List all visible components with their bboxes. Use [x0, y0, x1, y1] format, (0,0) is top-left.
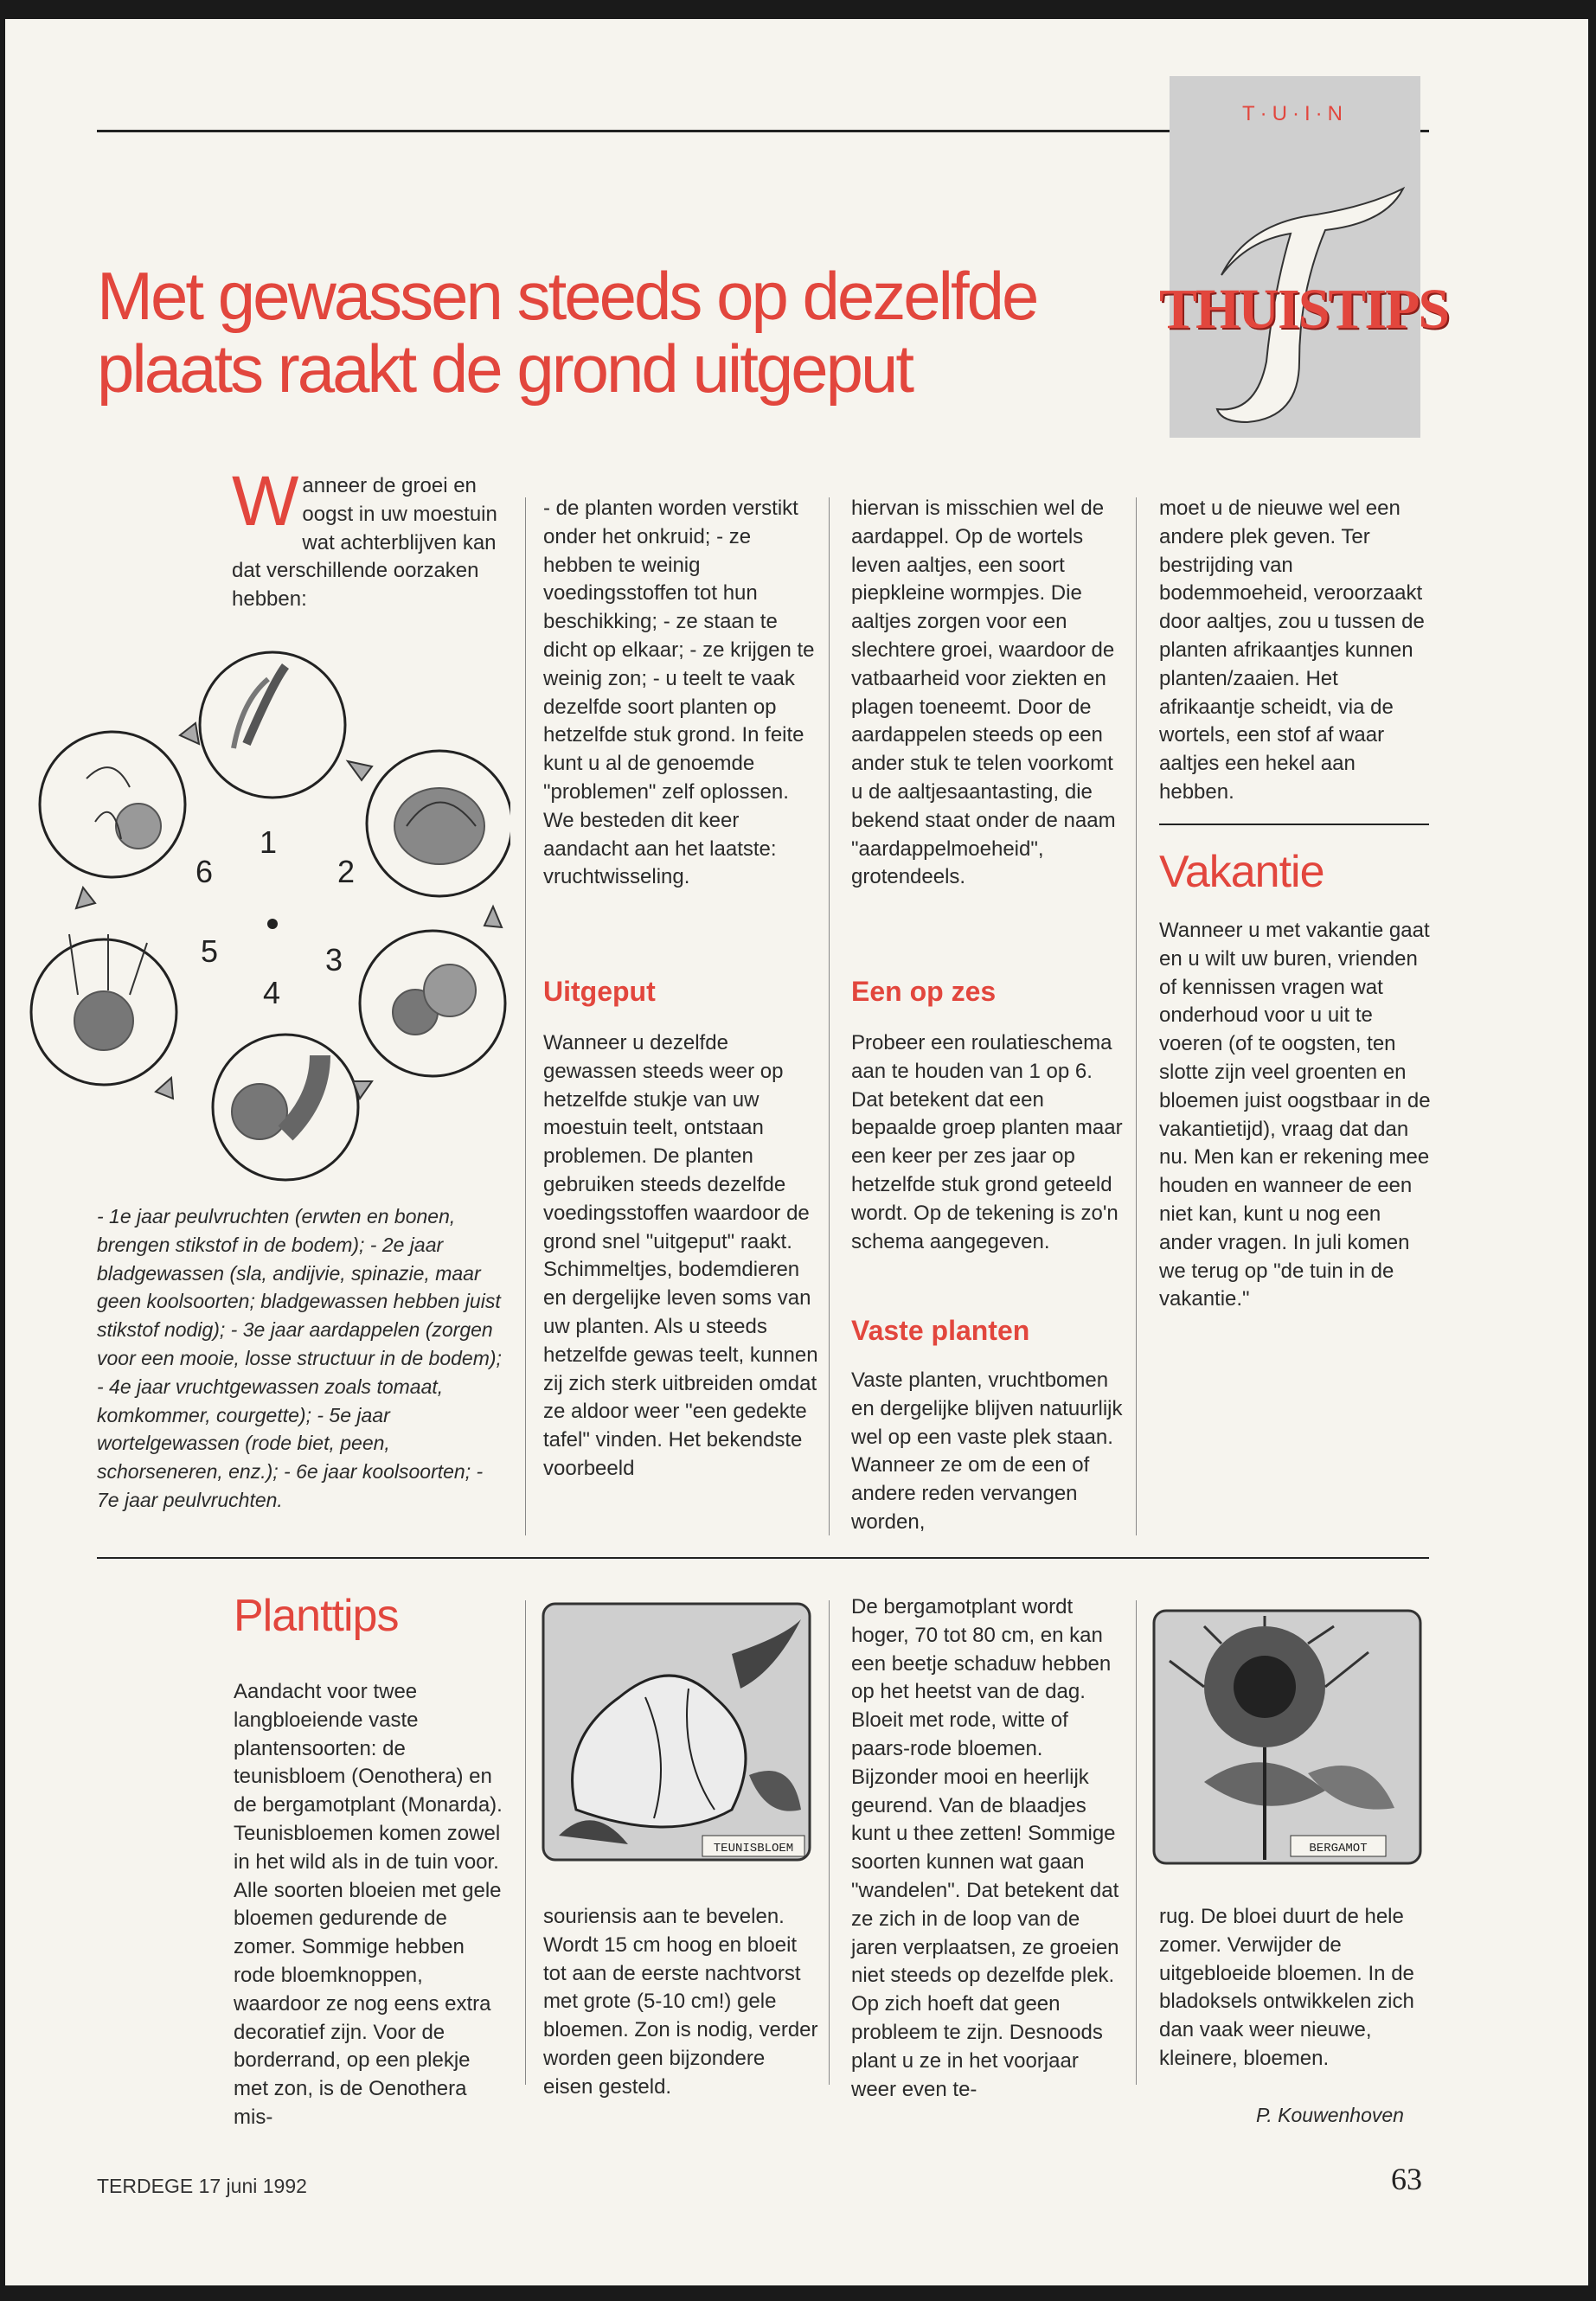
diagram-label-3: 3	[324, 942, 343, 977]
diagram-label-4: 4	[262, 975, 281, 1010]
author-byline: P. Kouwenhoven	[1256, 2104, 1404, 2126]
heading-uitgeput: Uitgeput	[543, 976, 656, 1007]
bergamot-label: BERGAMOT	[1309, 1842, 1368, 1856]
teunisbloem-illustration	[542, 1602, 811, 1862]
planttips-rule-3	[1136, 1600, 1137, 2085]
title-line-2: plaats raakt de grond uitgeput	[97, 330, 913, 407]
planttips-column-3: De bergamotplant wordt hoger, 70 tot 80 cm, en kan een beetje schaduw hebben op het heetst van de dag. Bloeit met rode, witte of paars-rode bloemen. Bijzonder mooi en heerlijk geurend. Van de blaadjes kunt u thee zetten! Sommige soorten kunnen wat gaan "wandelen". Dat betekent dat ze zich in de loop van de jaren verplaatsen, ze groeien niet steeds op dezelfde plek. Op zich hoeft dat geen probleem te zijn. Desnoods plant u ze in het voorjaar weer even te-	[851, 1595, 1119, 2101]
diagram-circle-1	[200, 652, 345, 798]
column-4-top: moet u de nieuwe wel een andere plek geven. Ter bestrijding van bodemmoeheid, veroorzaakt door aaltjes, zou u tussen de planten afrikaantjes kunnen planten/zaaien. Het afrikaantje scheidt, via de wortels, een stof af waar aaltjes een hekel aan hebben.	[1159, 497, 1425, 804]
thuistips-logo	[1159, 76, 1449, 438]
section-rule	[97, 1557, 1429, 1559]
column-3-middle: Probeer een roulatieschema aan te houden van 1 op 6. Dat betekent dat een bepaalde groep planten maar een keer per zes jaar op hetzelfde stuk grond geteeld wordt. Op de tekening is zo'n schema aangegeven.	[851, 1031, 1123, 1253]
planttips-column-2: souriensis aan te bevelen. Wordt 15 cm hoog en bloeit tot aan de eerste nachtvorst met grote (5-10 cm!) gele bloemen. Zon is nodig, verder worden geen bijzondere eisen gesteld.	[543, 1905, 818, 2099]
column-2-top: - de planten worden verstikt onder het onkruid; - ze hebben te weinig voedingsstoffen tot hun beschikking; - ze staan te dicht op elkaar; - ze krijgen te weinig zon; - u teelt te vaak dezelfde soort planten op hetzelfde stuk grond. In feite kunt u al de genoemde "problemen" zelf oplossen. We besteden dit keer aandacht aan het laatste: vruchtwisseling.	[543, 497, 815, 889]
vakantie-rule	[1159, 824, 1429, 825]
page-number: 63	[1391, 2162, 1422, 2196]
drop-cap: W	[232, 462, 299, 541]
article-title	[97, 260, 1170, 405]
intro-column	[232, 462, 510, 614]
intro-text: anneer de groei en oogst in uw moestuin wat achterblijven kan dat verschillende oorzaken hebben:	[232, 474, 497, 612]
diagram-label-5: 5	[200, 933, 219, 969]
logo-name: THUISTIPS	[1159, 278, 1449, 341]
column-rule-2	[829, 497, 830, 1535]
bergamot-illustration	[1152, 1609, 1422, 1865]
logo-t-letter-icon	[1170, 76, 1420, 438]
diagram-circle-6	[40, 732, 185, 877]
column-2-bottom: Wanneer u dezelfde gewassen steeds weer op hetzelfde stukje van uw moestuin teelt, ontstaan problemen. De planten gebruiken steeds dezelfde voedingsstoffen waardoor de grond snel "uitgeput" raakt. Schimmeltjes, bodemdieren en dergelijke leven soms van uw planten. Als u steeds hetzelfde gewas teelt, kunnen zij zich sterk uitbreiden omdat ze aldoor weer "een gedekte tafel" vinden. Het bekendste voorbeeld	[543, 1031, 818, 1480]
logo-section-label: T·U·I·N	[1242, 102, 1348, 125]
column-3-bottom: Vaste planten, vruchtbomen en dergelijke blijven natuurlijk wel op een vaste plek staan. Wanneer ze om de een of andere reden vervangen worden,	[851, 1368, 1123, 1534]
title-line-1: Met gewassen steeds op dezelfde	[97, 258, 1037, 334]
heading-vaste-planten: Vaste planten	[851, 1315, 1030, 1346]
teunisbloem-label: TEUNISBLOEM	[713, 1842, 794, 1856]
planttips-rule-2	[829, 1600, 830, 2085]
heading-planttips: Planttips	[234, 1591, 399, 1641]
column-3-top: hiervan is misschien wel de aardappel. Op de wortels leven aaltjes, een soort piepkleine wormpjes. Die aaltjes zorgen voor een slechtere groei, waardoor de vatbaarheid voor ziekten en plagen toeneemt. Door de aardappelen steeds op een ander stuk te telen voorkomt u de aaltjesaantasting, die bekend staat onder de naam "aardappelmoeheid", grotendeels.	[851, 497, 1116, 889]
diagram-label-2: 2	[337, 854, 356, 889]
diagram-center-dot	[267, 919, 278, 929]
heading-een-op-zes: Een op zes	[851, 976, 997, 1007]
crop-rotation-diagram	[26, 649, 510, 1185]
column-rule-3	[1136, 497, 1137, 1535]
planttips-column-1: Aandacht voor twee langbloeiende vaste plantensoorten: de teunisbloem (Oenothera) en de bergamotplant (Monarda). Teunisbloemen komen zowel in het wild als in de tuin voor. Alle soorten bloeien met gele bloemen gedurende de zomer. Sommige hebben rode bloemknoppen, waardoor ze nog eens extra decoratief zijn. Voor de borderrand, op een plekje met zon, is de Oenothera mis-	[234, 1680, 503, 2129]
heading-vakantie: Vakantie	[1159, 847, 1324, 897]
column-rule-1	[525, 497, 526, 1535]
diagram-label-6: 6	[195, 854, 214, 889]
footer-publication: TERDEGE 17 juni 1992	[97, 2175, 307, 2197]
column-4-bottom: Wanneer u met vakantie gaat en u wilt uw buren, vrienden of kennissen vragen wat onderhoud voor u uit te voeren (of te oogsten, ten slotte zijn veel groenten en bloemen juist oogstbaar in de vakantietijd), vraag dat dan nu. Men kan er rekening mee houden en wanneer de een niet kan, kunt u nog een ander vragen. In juli komen we terug op "de tuin in de vakantie."	[1159, 919, 1431, 1311]
diagram-label-1: 1	[259, 824, 278, 860]
planttips-rule-1	[525, 1600, 526, 2085]
diagram-caption: - 1e jaar peulvruchten (erwten en bonen, brengen stikstof in de bodem); - 2e jaar bladgewassen (sla, andijvie, spinazie, maar geen koolsoorten; bladgewassen hebben juist stikstof nodig); - 3e jaar aardappelen (zorgen voor een mooie, losse structuur in de bodem); - 4e jaar vruchtgewassen zoals tomaat, komkommer, courgette); - 5e jaar wortelgewassen (rode biet, peen, schorseneren, enz.); - 6e jaar koolsoorten; - 7e jaar peulvruchten.	[97, 1205, 502, 1511]
planttips-column-4: rug. De bloei duurt de hele zomer. Verwijder de uitgebloeide bloemen. In de bladoksels ontwikkelen zich dan vaak weer nieuwe, kleinere, bloemen.	[1159, 1905, 1414, 2070]
